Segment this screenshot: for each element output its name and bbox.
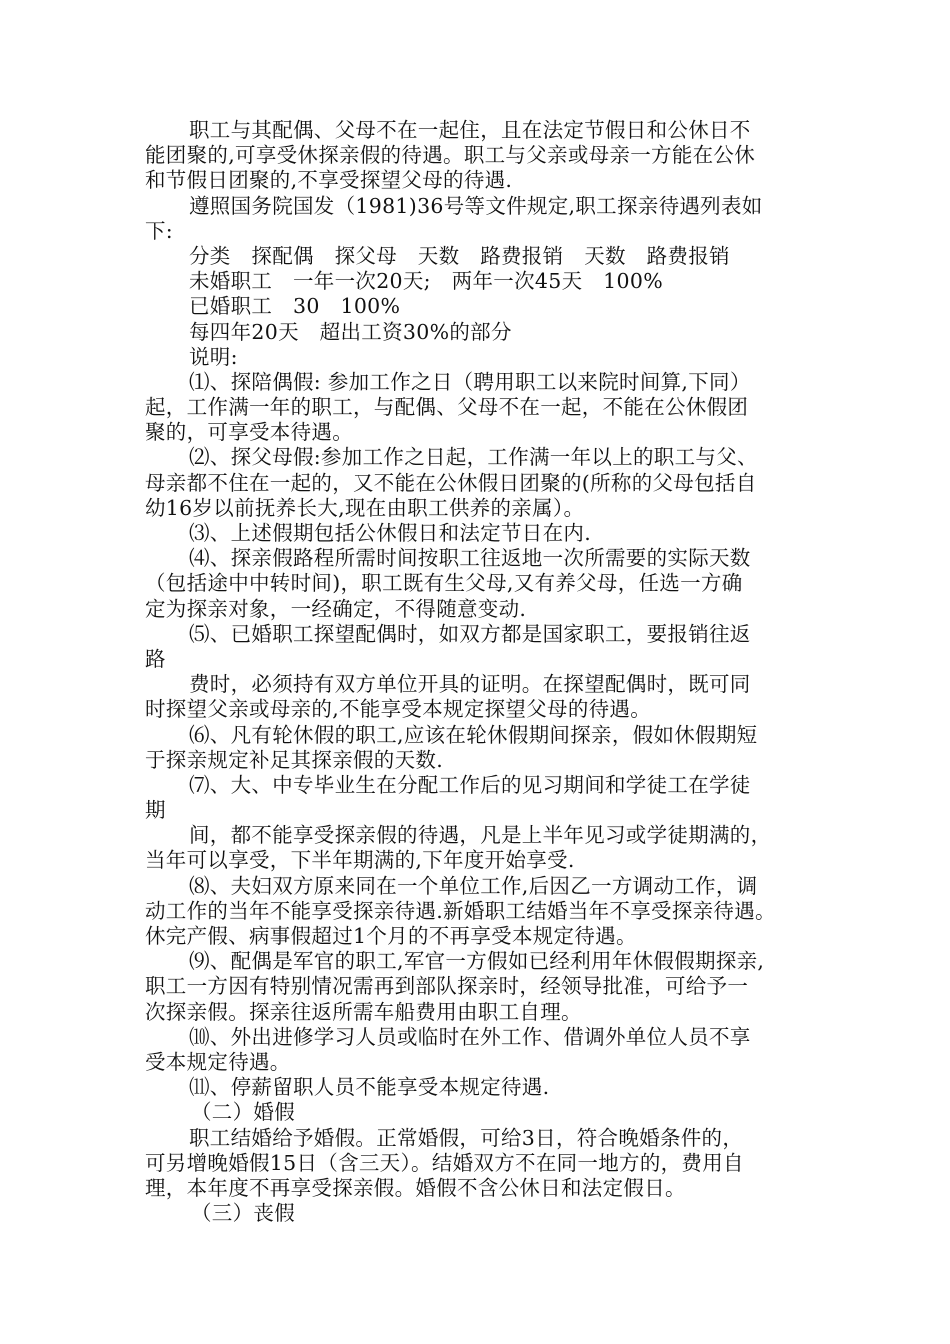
text-line: 能团聚的,可享受休探亲假的待遇。职工与父亲或母亲一方能在公休 <box>145 143 756 168</box>
text-line: 受本规定待遇。 <box>145 1049 291 1074</box>
text-line: 说明: <box>189 344 238 369</box>
text-line: 理，本年度不再享受探亲假。婚假不含公休日和法定假日。 <box>145 1175 686 1200</box>
text-line: 当年可以享受，下半年期满的,下年度开始享受. <box>145 848 575 873</box>
text-line: 和节假日团聚的,不享受探望父母的待遇. <box>145 168 513 193</box>
text-line: ⑸、已婚职工探望配偶时，如双方都是国家职工，要报销往返 <box>189 621 751 646</box>
text-line: 遵照国务院国发（1981)36号等文件规定,职工探亲待遇列表如 <box>189 193 763 218</box>
text-line: ⑴、探陪偶假: 参加工作之日（聘用职工以来院时间算,下同） <box>189 369 751 394</box>
text-line: ⑺、大、中专毕业生在分配工作后的见习期间和学徒工在学徒 <box>189 772 751 797</box>
text-line: 职工一方因有特别情况需再到部队探亲时，经领导批准，可给予一 <box>145 974 749 999</box>
text-line: 母亲都不住在一起的，又不能在公休假日团聚的(所称的父母包括自 <box>145 470 757 495</box>
text-line: 可另增晚婚假15日（含三天）。结婚双方不在同一地方的，费用自 <box>145 1150 744 1175</box>
text-line: 幼16岁以前抚养长大,现在由职工供养的亲属）。 <box>145 495 585 520</box>
text-line: 职工结婚给予婚假。正常婚假，可给3日，符合晚婚条件的， <box>189 1125 744 1150</box>
text-line: 路 <box>145 646 166 671</box>
text-line: 已婚职工 30 100% <box>189 294 401 319</box>
text-line: （二）婚假 <box>191 1100 295 1125</box>
text-line: 未婚职工 一年一次20天; 两年一次45天 100% <box>189 269 663 294</box>
text-line: 次探亲假。探亲往返所需车船费用由职工自理。 <box>145 999 582 1024</box>
text-line: 聚的，可享受本待遇。 <box>145 420 353 445</box>
text-line: （三）丧假 <box>191 1201 295 1226</box>
text-line: 起，工作满一年的职工，与配偶、父母不在一起，不能在公休假团 <box>145 395 749 420</box>
text-line: ⑶、上述假期包括公休假日和法定节日在内. <box>189 521 592 545</box>
text-line: 费时，必须持有双方单位开具的证明。在探望配偶时，既可同 <box>189 672 751 697</box>
text-line: ⑹、凡有轮休假的职工,应该在轮休假期间探亲，假如休假期短 <box>189 722 758 747</box>
document-body <box>145 118 815 1226</box>
text-line: ⑻、夫妇双方原来同在一个单位工作,后因乙一方调动工作，调 <box>189 873 758 898</box>
text-line: 下: <box>145 218 174 243</box>
text-line: 于探亲规定补足其探亲假的天数. <box>145 747 444 772</box>
text-line: 时探望父亲或母亲的,不能享受本规定探望父母的待遇。 <box>145 697 652 722</box>
text-line: ⑷、探亲假路程所需时间按职工往返地一次所需要的实际天数 <box>189 546 751 571</box>
text-line: 休完产假、病事假超过1个月的不再享受本规定待遇。 <box>145 924 637 948</box>
text-line: 分类 探配偶 探父母 天数 路费报销 天数 路费报销 <box>189 243 730 268</box>
text-line: 动工作的当年不能享受探亲待遇.新婚职工结婚当年不享受探亲待遇。 <box>145 898 776 923</box>
text-line: ⑵、探父母假:参加工作之日起，工作满一年以上的职工与父、 <box>189 445 758 470</box>
text-line: 期 <box>145 798 166 823</box>
text-line: ⑾、停薪留职人员不能享受本规定待遇. <box>189 1075 550 1100</box>
text-line: ⑽、外出进修学习人员或临时在外工作、借调外单位人员不享 <box>189 1024 751 1049</box>
text-line: 定为探亲对象，一经确定，不得随意变动. <box>145 596 527 621</box>
text-line: 每四年20天 超出工资30%的部分 <box>189 319 512 344</box>
text-line: ⑼、配偶是军官的职工,军官一方假如已经利用年休假假期探亲, <box>189 949 765 974</box>
text-line: 间，都不能享受探亲假的待遇，凡是上半年见习或学徒期满的， <box>189 823 772 848</box>
text-line: 职工与其配偶、父母不在一起住，且在法定节假日和公休日不 <box>189 118 751 142</box>
text-line: （包括途中中转时间)，职工既有生父母,又有养父母，任选一方确 <box>145 571 743 596</box>
